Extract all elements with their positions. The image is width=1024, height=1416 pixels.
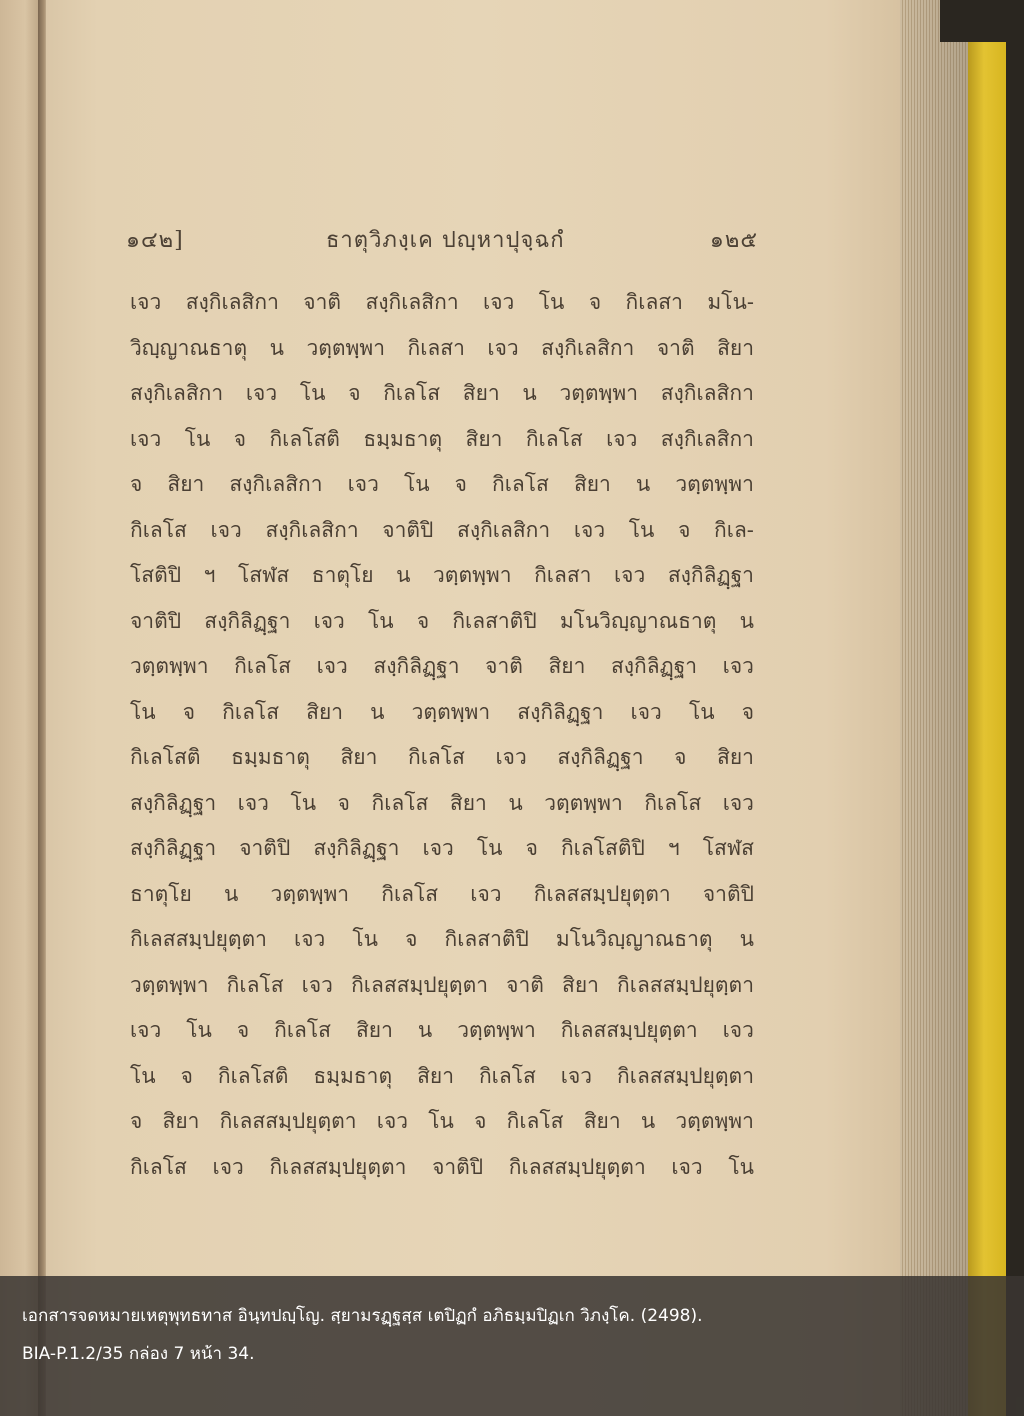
word: เจว	[422, 836, 454, 860]
text-line	[130, 917, 754, 963]
background-right	[1006, 0, 1024, 1416]
word: จาติ	[656, 335, 695, 360]
word: กิเลสสมฺปยุตฺตา	[617, 972, 754, 997]
word: น	[640, 1109, 656, 1133]
word: น	[739, 927, 754, 951]
text-line	[130, 553, 754, 599]
body-text	[130, 280, 754, 1190]
word: โน	[403, 472, 430, 496]
text-line	[130, 280, 754, 326]
word: เจว	[573, 517, 606, 542]
word: กิเลสสมฺปยุตฺตา	[130, 927, 267, 951]
word: โน	[476, 836, 503, 860]
word: เจว	[722, 790, 754, 815]
caption-bar	[0, 1276, 1024, 1416]
word: จ	[180, 1063, 193, 1088]
word: สงฺกิลิฏฺฐา	[667, 563, 754, 587]
word: เจว	[722, 1018, 754, 1042]
word: เจว	[470, 881, 502, 906]
word: ฯ	[667, 836, 680, 860]
word: วตฺตพฺพา	[544, 790, 623, 815]
text-line	[130, 1145, 754, 1191]
word: เจว	[487, 335, 519, 360]
word: โน	[538, 290, 565, 314]
word: กิเลโส	[274, 1018, 331, 1042]
word: วตฺตพฺพา	[433, 563, 512, 587]
word: โน	[728, 1154, 754, 1179]
word: โน	[130, 699, 156, 724]
text-line	[130, 599, 754, 645]
word: ธมฺมธาตุ	[363, 426, 443, 451]
word: กิเลสา	[407, 335, 465, 360]
word: สงฺกิลิฏฺฐา	[204, 608, 291, 633]
word: มโน-	[707, 290, 754, 314]
word: โน	[290, 790, 317, 815]
word: กิเลสสมฺปยุตฺตา	[508, 1154, 646, 1179]
word: สิยา	[465, 426, 503, 451]
word: จาติปิ	[382, 517, 434, 542]
word: กิเลโส	[381, 881, 439, 906]
word: สิยา	[355, 1018, 393, 1042]
word: โน	[299, 381, 326, 405]
word: น	[508, 790, 523, 815]
word: น	[739, 608, 754, 633]
word: มโนวิญฺญาณธาตุ	[559, 608, 717, 633]
word: สิยา	[340, 745, 378, 769]
word: กิเลโส	[226, 972, 284, 997]
word: เจว	[130, 290, 162, 314]
word: กิเลสาติปิ	[444, 927, 529, 951]
word: วตฺตพฺพา	[130, 654, 209, 678]
text-line	[130, 1099, 754, 1145]
text-line	[130, 781, 754, 827]
word: วตฺตพฺพา	[130, 972, 209, 997]
word: จ	[348, 381, 361, 405]
word: จ	[674, 745, 687, 769]
word: กิเลโสติ	[269, 426, 340, 451]
word: จ	[130, 1109, 143, 1133]
word: สงฺกิลิฏฺฐา	[373, 654, 460, 678]
word: โสฬส	[237, 563, 290, 587]
word: กิเลโสติ	[130, 745, 201, 769]
word: สิยา	[162, 1109, 200, 1133]
word: กิเลโส	[644, 790, 702, 815]
word: เจว	[130, 1018, 162, 1042]
word: กิเลสา	[534, 563, 592, 587]
word: สงฺกิลิฏฺฐา	[130, 790, 217, 815]
word: โน	[184, 426, 211, 451]
word: สงฺกิเลสิกา	[229, 472, 323, 496]
word: สิยา	[548, 654, 586, 678]
right-page-number: ๑๒๕	[709, 228, 758, 253]
word: เจว	[630, 699, 662, 724]
word: เจว	[313, 608, 345, 633]
running-title: ธาตุวิภงฺเค ปญฺหาปุจฺฉกํ	[326, 228, 565, 253]
word: จาติ	[303, 290, 342, 314]
word: น	[370, 699, 385, 724]
word: สิยา	[717, 745, 754, 769]
word: โน	[688, 699, 715, 724]
text-line	[130, 735, 754, 781]
word: วตฺตพฺพา	[559, 381, 639, 405]
word: กิเลสสมฺปยุตฺตา	[269, 1154, 407, 1179]
word: วตฺตพฺพา	[306, 335, 386, 360]
word: ธาตุโย	[311, 563, 374, 587]
word: สงฺกิลิฏฺฐา	[517, 699, 604, 724]
word: เจว	[495, 745, 527, 769]
word: เจว	[376, 1109, 409, 1133]
word: โน	[368, 608, 394, 633]
word: สิยา	[573, 472, 611, 496]
text-line	[130, 462, 754, 508]
text-line	[130, 644, 754, 690]
word: กิเลโส	[371, 790, 429, 815]
word: น	[635, 472, 651, 496]
word: สิยา	[417, 1063, 454, 1088]
word: วตฺตพฺพา	[675, 1109, 754, 1133]
word: จ	[454, 472, 467, 496]
word: วตฺตพฺพา	[457, 1018, 536, 1042]
word: จาติปิ	[130, 608, 182, 633]
word: น	[417, 1018, 433, 1042]
word: กิเลโส	[408, 745, 465, 769]
word: จ	[130, 472, 143, 496]
word: สงฺกิลิฏฺฐา	[557, 745, 644, 769]
caption-line-2: BIA-P.1.2/35 กล่อง 7 หน้า 34.	[22, 1344, 255, 1364]
word: เจว	[614, 563, 646, 587]
word: สงฺกิลิฏฺฐา	[130, 836, 217, 860]
word: สิยา	[562, 972, 599, 997]
word: กิเลสสมฺปยุตฺตา	[533, 881, 671, 906]
word: กิเลโส	[492, 472, 549, 496]
word: กิเลโส	[130, 1154, 187, 1179]
word: สิยา	[449, 790, 487, 815]
word: กิเล-	[714, 517, 754, 542]
word: กิเลสสมฺปยุตฺตา	[560, 1018, 698, 1042]
word: วตฺตพฺพา	[411, 699, 491, 724]
word: สิยา	[167, 472, 205, 496]
word: สงฺกิลิฏฺฐา	[313, 836, 400, 860]
word: วตฺตพฺพา	[675, 472, 754, 496]
word: กิเลโส	[234, 654, 291, 678]
word: เจว	[316, 654, 348, 678]
word: กิเลสสมฺปยุตฺตา	[617, 1063, 754, 1088]
text-line	[130, 371, 754, 417]
text-line	[130, 872, 754, 918]
word: สิยา	[717, 335, 754, 360]
word: กิเลสาติปิ	[452, 608, 537, 633]
word: โสติปิ	[130, 563, 182, 587]
word: สงฺกิเลสิกา	[660, 426, 754, 451]
word: จ	[525, 836, 538, 860]
word: เจว	[606, 426, 638, 451]
word: สงฺกิเลสิกา	[185, 290, 279, 314]
caption-line-1: เอกสารจดหมายเหตุพุทธทาส อินฺทปญฺโญ. สฺยามรฏฺฐสฺส เตปิฏกํ อภิธมฺมปิฏเก วิภงฺโค. (2498).	[22, 1306, 703, 1326]
word: จ	[182, 699, 196, 724]
word: น	[396, 563, 411, 587]
word: จาติปิ	[432, 1154, 484, 1179]
word: วตฺตพฺพา	[270, 881, 350, 906]
word: เจว	[212, 1154, 244, 1179]
text-line	[130, 826, 754, 872]
word: สิยา	[583, 1109, 621, 1133]
word: โน	[130, 1063, 156, 1088]
left-page-edge	[0, 0, 42, 1416]
word: กิเลสสมฺปยุตฺตา	[219, 1109, 357, 1133]
word: กิเลโส	[222, 699, 280, 724]
word: น	[522, 381, 537, 405]
word: จ	[233, 426, 247, 451]
text-line	[130, 326, 754, 372]
word: จาติ	[506, 972, 544, 997]
page-edges-shade	[900, 0, 970, 1416]
left-page-number: ๑๔๒]	[126, 228, 184, 253]
word: เจว	[671, 1154, 703, 1179]
word: กิเลสสมฺปยุตฺตา	[351, 972, 489, 997]
word: จ	[337, 790, 350, 815]
yellow-book-cover	[968, 40, 1008, 1416]
word: กิเลโสติ	[217, 1063, 289, 1088]
word: จ	[678, 517, 691, 542]
word: เจว	[722, 654, 754, 678]
text-line	[130, 963, 754, 1009]
word: น	[224, 881, 239, 906]
text-line	[130, 417, 754, 463]
word: เจว	[560, 1063, 593, 1088]
word: จ	[416, 608, 430, 633]
word: โน	[186, 1018, 212, 1042]
word: ฯ	[203, 563, 216, 587]
word: วิญฺญาณธาตุ	[130, 335, 248, 360]
word: เจว	[483, 290, 515, 314]
word: กิเลโส	[130, 517, 187, 542]
word: จาติปิ	[702, 881, 754, 906]
word: จ	[405, 927, 418, 951]
word: เจว	[301, 972, 333, 997]
word: โสฬส	[702, 836, 754, 860]
word: กิเลโส	[525, 426, 583, 451]
word: สงฺกิเลสิกา	[541, 335, 635, 360]
word: กิเลโส	[383, 381, 441, 405]
word: สิยา	[462, 381, 500, 405]
word: จ	[588, 290, 602, 314]
text-line	[130, 690, 754, 736]
word: กิเลสา	[625, 290, 683, 314]
word: โน	[428, 1109, 454, 1133]
word: จ	[741, 699, 754, 724]
word: เจว	[245, 381, 278, 405]
word: เจว	[237, 790, 269, 815]
word: มโนวิญฺญาณธาตุ	[555, 927, 713, 951]
word: โน	[352, 927, 379, 951]
word: กิเลโส	[478, 1063, 536, 1088]
word: เจว	[294, 927, 326, 951]
word: จาติปิ	[239, 836, 291, 860]
word: เจว	[210, 517, 242, 542]
text-line	[130, 508, 754, 554]
word: ธาตุโย	[130, 881, 192, 906]
word: กิเลโส	[506, 1109, 564, 1133]
text-line	[130, 1054, 754, 1100]
word: กิเลโสติปิ	[560, 836, 645, 860]
word: น	[269, 335, 284, 360]
page-header	[126, 222, 758, 258]
word: สงฺกิเลสิกา	[660, 381, 754, 405]
word: เจว	[347, 472, 379, 496]
word: ธมฺมธาตุ	[313, 1063, 393, 1088]
word: เจว	[130, 426, 162, 451]
word: จ	[474, 1109, 487, 1133]
word: โน	[628, 517, 655, 542]
word: สิยา	[306, 699, 344, 724]
word: สงฺกิลิฏฺฐา	[610, 654, 698, 678]
word: สงฺกิเลสิกา	[265, 517, 359, 542]
word: จาติ	[485, 654, 523, 678]
word: สงฺกิเลสิกา	[130, 381, 224, 405]
word: ธมฺมธาตุ	[231, 745, 310, 769]
text-line	[130, 1008, 754, 1054]
word: จ	[236, 1018, 250, 1042]
word: สงฺกิเลสิกา	[365, 290, 459, 314]
word: สงฺกิเลสิกา	[457, 517, 551, 542]
